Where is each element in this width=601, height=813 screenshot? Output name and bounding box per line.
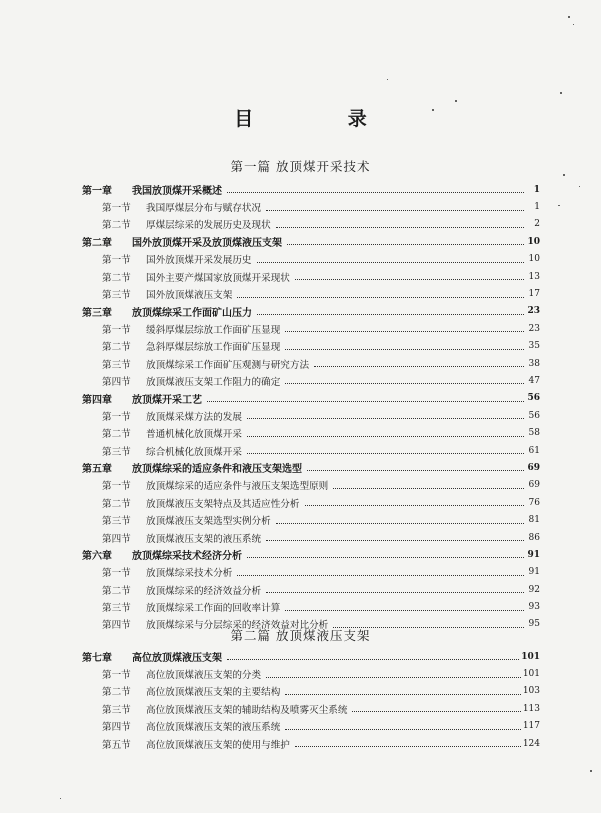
dot-leader <box>247 418 524 419</box>
toc-section-row <box>82 320 540 337</box>
toc-section-row <box>82 581 540 598</box>
section-number: 第二节 <box>102 220 131 232</box>
dot-leader <box>285 383 524 384</box>
toc-section-row <box>82 718 540 735</box>
dot-leader <box>266 592 524 593</box>
toc-section-row <box>82 683 540 700</box>
section-title: 高位放顶煤液压支架的液压系统 <box>146 722 281 734</box>
section-title: 放顶煤综采工作面矿压观测与研究方法 <box>146 359 310 371</box>
section-number: 第一节 <box>102 324 131 336</box>
section-number: 第二节 <box>102 498 131 510</box>
page-number: 23 <box>527 306 540 317</box>
section-title: 放顶煤液压支架选型实例分析 <box>146 516 271 528</box>
page-title: 目 录 <box>234 108 411 130</box>
chapter-title: 放顶煤综采工作面矿山压力 <box>132 307 252 319</box>
dot-leader <box>295 746 521 747</box>
toc-section-row <box>82 477 540 494</box>
dot-leader <box>247 557 524 558</box>
section-title: 厚煤层综采的发展历史及现状 <box>146 220 271 232</box>
page-number: 61 <box>528 445 540 456</box>
section-title: 国外放顶煤开采发展历史 <box>146 255 252 267</box>
dot-leader <box>207 401 524 402</box>
dot-leader <box>276 227 524 228</box>
page-number: 35 <box>528 341 540 352</box>
page-number: 56 <box>528 410 540 421</box>
section-title: 普通机械化放顶煤开采 <box>146 429 242 441</box>
section-number: 第一节 <box>102 568 131 580</box>
chapter-title: 国外放顶煤开采及放顶煤液压支架 <box>132 238 282 250</box>
section-title: 放顶煤综采的经济效益分析 <box>146 585 262 597</box>
page-number: 10 <box>528 254 540 265</box>
section-title: 放顶煤综采技术分析 <box>146 568 233 580</box>
section-number: 第三节 <box>102 603 131 615</box>
chapter-title: 我国放顶煤开采概述 <box>132 186 222 198</box>
chapter-number: 第七章 <box>82 653 112 665</box>
page-number: 113 <box>522 703 540 714</box>
section-number: 第三节 <box>102 446 131 458</box>
dot-leader <box>237 297 524 298</box>
section-title: 放顶煤综采与分层综采的经济效益对比分析 <box>146 620 329 632</box>
section-number: 第二节 <box>102 272 131 284</box>
page-number: 76 <box>528 497 540 508</box>
section-number: 第五节 <box>102 739 131 751</box>
dot-leader <box>295 279 524 280</box>
page-number: 93 <box>528 602 540 613</box>
page-number: 81 <box>528 515 540 526</box>
section-title: 急斜厚煤层综放工作面矿压显现 <box>146 342 281 354</box>
chapter-number: 第四章 <box>82 394 112 406</box>
page-number: 13 <box>528 271 540 282</box>
page-number: 69 <box>528 480 540 491</box>
toc-chapter-row <box>82 459 540 476</box>
dot-leader <box>285 331 524 332</box>
chapter-title: 高位放顶煤液压支架 <box>132 653 222 665</box>
section-title: 放顶煤液压支架特点及其适应性分析 <box>146 498 300 510</box>
page-number: 17 <box>528 289 540 300</box>
section-title: 放顶煤液压支架的液压系统 <box>146 533 262 545</box>
page-number: 117 <box>522 721 540 732</box>
section-number: 第二节 <box>102 429 131 441</box>
chapter-number: 第五章 <box>82 464 112 476</box>
section-number: 第四节 <box>102 376 131 388</box>
section-title: 高位放顶煤液压支架的分类 <box>146 670 262 682</box>
dot-leader <box>285 729 521 730</box>
dot-leader <box>287 244 524 245</box>
toc-section-row <box>82 216 540 233</box>
page-number: 1 <box>533 184 540 195</box>
page-number: 47 <box>528 375 540 386</box>
chapter-title: 放顶煤开采工艺 <box>132 394 202 406</box>
toc-section-row <box>82 665 540 682</box>
toc-section-row <box>82 735 540 752</box>
section-title: 国外主要产煤国家放顶煤开采现状 <box>146 272 290 284</box>
chapter-number: 第六章 <box>82 551 112 563</box>
toc-section-row <box>82 424 540 441</box>
page-number: 10 <box>527 236 540 247</box>
dot-leader <box>305 505 525 506</box>
dot-leader <box>257 262 524 263</box>
section-title: 放顶煤采煤方法的发展 <box>146 411 242 423</box>
toc-section-row <box>82 372 540 389</box>
dot-leader <box>266 210 524 211</box>
dot-leader <box>314 366 524 367</box>
section-number: 第三节 <box>102 516 131 528</box>
toc-section-row <box>82 564 540 581</box>
section-number: 第三节 <box>102 704 131 716</box>
dot-leader <box>227 192 524 193</box>
chapter-number: 第二章 <box>82 238 112 250</box>
section-number: 第二节 <box>102 342 131 354</box>
section-number: 第四节 <box>102 620 131 632</box>
chapter-number: 第三章 <box>82 307 112 319</box>
page-number: 86 <box>528 532 540 543</box>
dot-leader <box>247 436 524 437</box>
dot-leader <box>266 677 521 678</box>
section-title: 缓斜厚煤层综放工作面矿压显现 <box>146 324 281 336</box>
toc-section-row <box>82 529 540 546</box>
toc-section-row <box>82 598 540 615</box>
toc-section-row <box>82 511 540 528</box>
section-number: 第一节 <box>102 670 131 682</box>
toc-section-row <box>82 198 540 215</box>
toc-section-row <box>82 285 540 302</box>
page-number: 124 <box>522 738 540 749</box>
chapter-title: 放顶煤综采的适应条件和液压支架选型 <box>132 464 302 476</box>
dot-leader <box>285 349 524 350</box>
toc-section-row <box>82 251 540 268</box>
section-title: 我国厚煤层分布与赋存状况 <box>146 203 262 215</box>
dot-leader <box>247 453 524 454</box>
dot-leader <box>257 314 524 315</box>
section-number: 第四节 <box>102 722 131 734</box>
page-number: 95 <box>528 619 540 630</box>
section-number: 第一节 <box>102 203 131 215</box>
page-number: 1 <box>534 202 540 213</box>
dot-leader <box>333 488 524 489</box>
section-title: 放顶煤综采工作面的回收率计算 <box>146 603 281 615</box>
page-number: 91 <box>527 549 540 560</box>
toc-section-row <box>82 338 540 355</box>
page-number: 92 <box>528 584 540 595</box>
toc-section-row <box>82 442 540 459</box>
toc-chapter-row <box>82 546 540 563</box>
chapter-number: 第一章 <box>82 186 112 198</box>
dot-leader <box>227 659 519 660</box>
toc-chapter-row <box>82 390 540 407</box>
page-number: 91 <box>528 567 540 578</box>
section-title: 高位放顶煤液压支架的使用与维护 <box>146 739 290 751</box>
section-title: 高位放顶煤液压支架的辅助结构及喷雾灭尘系统 <box>146 704 348 716</box>
dot-leader <box>237 575 524 576</box>
toc-section-row <box>82 494 540 511</box>
page-number: 23 <box>528 323 540 334</box>
section-title: 高位放顶煤液压支架的主要结构 <box>146 687 281 699</box>
page-number: 56 <box>527 393 540 404</box>
part-title: 第一篇 放顶煤开采技术 <box>230 159 371 174</box>
section-number: 第三节 <box>102 290 131 302</box>
page-number: 101 <box>522 669 540 680</box>
section-number: 第二节 <box>102 585 131 597</box>
section-number: 第一节 <box>102 255 131 267</box>
section-number: 第一节 <box>102 411 131 423</box>
page-number: 38 <box>528 358 540 369</box>
section-title: 放顶煤液压支架工作阻力的确定 <box>146 376 281 388</box>
toc-chapter-row <box>82 648 540 665</box>
toc-chapter-row <box>82 303 540 320</box>
dot-leader <box>285 694 521 695</box>
page-number: 2 <box>534 219 540 230</box>
section-title: 国外放顶煤液压支架 <box>146 290 233 302</box>
page-number: 58 <box>528 428 540 439</box>
dot-leader <box>307 470 524 471</box>
toc-chapter-row <box>82 233 540 250</box>
dot-leader <box>352 711 520 712</box>
section-number: 第二节 <box>102 687 131 699</box>
toc-section-row <box>82 700 540 717</box>
toc-part-2 <box>82 648 540 752</box>
toc-section-row <box>82 268 540 285</box>
page-number: 69 <box>527 462 540 473</box>
part-title: 第二篇 放顶煤液压支架 <box>230 628 371 643</box>
page-number: 103 <box>522 686 540 697</box>
section-title: 放顶煤综采的适应条件与液压支架选型原则 <box>146 481 329 493</box>
section-number: 第四节 <box>102 533 131 545</box>
section-title: 综合机械化放顶煤开采 <box>146 446 242 458</box>
toc-part-1 <box>82 181 540 633</box>
section-number: 第三节 <box>102 359 131 371</box>
dot-leader <box>285 610 524 611</box>
toc-section-row <box>82 355 540 372</box>
chapter-title: 放顶煤综采技术经济分析 <box>132 551 242 563</box>
section-number: 第一节 <box>102 481 131 493</box>
page-number: 101 <box>521 651 540 662</box>
dot-leader <box>266 540 524 541</box>
dot-leader <box>276 523 524 524</box>
toc-section-row <box>82 407 540 424</box>
toc-chapter-row <box>82 181 540 198</box>
